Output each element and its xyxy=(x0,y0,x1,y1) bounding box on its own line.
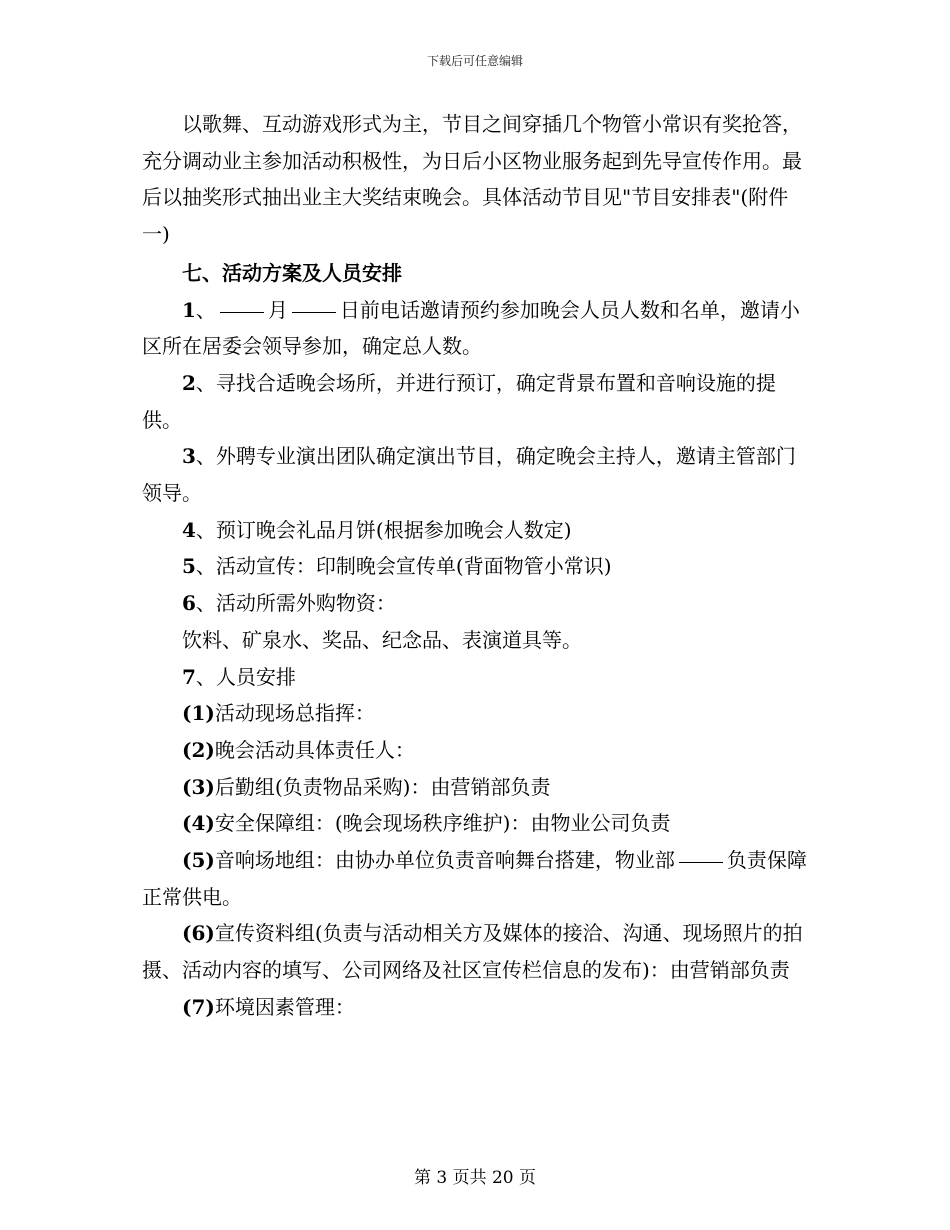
sub-item-7 xyxy=(142,989,812,1026)
sub-item-text: 活动现场总指挥： xyxy=(214,701,375,726)
item-6 xyxy=(142,585,812,622)
item-7 xyxy=(142,659,812,696)
item-text: 月 xyxy=(267,297,288,322)
item-number: 4 xyxy=(182,517,196,542)
sub-item-6 xyxy=(142,915,812,988)
sub-item-text: 环境因素管理： xyxy=(214,994,355,1019)
item-text: 、人员安排 xyxy=(195,664,296,689)
sub-item-text: 音响场地组：由协办单位负责音响舞台搭建，物业部 xyxy=(214,848,675,873)
sub-item-number: (5) xyxy=(182,848,215,873)
fill-blank xyxy=(220,311,264,313)
item-2 xyxy=(142,365,812,438)
item-text: 、活动所需外购物资： xyxy=(195,591,396,616)
item-4 xyxy=(142,512,812,549)
sub-item-number: (3) xyxy=(182,774,215,799)
item-text: 、 xyxy=(195,297,216,322)
item-1 xyxy=(142,292,812,365)
intro-paragraph: 以歌舞、互动游戏形式为主，节目之间穿插几个物管小常识有奖抢答，充分调动业主参加活动积极性，为日后小区物业服务起到先导宣传作用。最后以抽奖形式抽出业主大奖结束晚会。具体活动节目见"节目安排表"(附件一) xyxy=(142,112,802,247)
fill-blank xyxy=(679,861,723,863)
item-number: 6 xyxy=(182,591,196,616)
sub-item-text: 安全保障组：(晚会现场秩序维护)：由物业公司负责 xyxy=(214,811,671,836)
fill-blank xyxy=(292,311,336,313)
sub-item-5 xyxy=(142,842,812,915)
item-5 xyxy=(142,548,812,585)
page-header: 下载后可任意编辑 xyxy=(426,54,523,68)
item-number: 1 xyxy=(182,297,196,322)
sub-item-number: (2) xyxy=(182,737,215,762)
item-text: 、活动宣传：印制晚会宣传单(背面物管小常识) xyxy=(195,554,612,579)
item-text: 、预订晚会礼品月饼(根据参加晚会人数定) xyxy=(195,517,572,542)
sub-item-text: 宣传资料组(负责与活动相关方及媒体的接洽、沟通、现场照片的拍摄、活动内容的填写、公司网络及社区宣传栏信息的发布)：由营销部负责 xyxy=(142,921,803,983)
sub-item-text: 负责保障正常供电。 xyxy=(142,848,807,909)
sub-item-number: (1) xyxy=(182,701,215,726)
item-6-list: 饮料、矿泉水、奖品、纪念品、表演道具等。 xyxy=(182,627,582,652)
item-number: 5 xyxy=(182,554,196,579)
item-number: 7 xyxy=(182,664,196,689)
sub-item-text: 晚会活动具体责任人： xyxy=(214,737,415,762)
sub-item-number: (7) xyxy=(182,994,215,1019)
sub-item-number: (4) xyxy=(182,811,215,836)
section-heading: 七、活动方案及人员安排 xyxy=(182,260,402,285)
item-number: 2 xyxy=(182,370,196,395)
page-footer: 第 3 页共 20 页 xyxy=(413,1168,537,1188)
sub-item-4 xyxy=(142,805,812,842)
item-number: 3 xyxy=(182,444,196,469)
sub-item-3 xyxy=(142,769,812,806)
item-3 xyxy=(142,438,812,511)
sub-item-number: (6) xyxy=(182,921,215,946)
sub-item-2 xyxy=(142,732,812,769)
sub-item-1 xyxy=(142,695,812,732)
sub-item-text: 后勤组(负责物品采购)：由营销部负责 xyxy=(214,774,551,799)
item-text: 日前电话邀请预约参加晚会人员人数和名单，邀请小区所在居委会领导参加，确定总人数。 xyxy=(142,297,800,359)
document-body xyxy=(142,106,812,1026)
item-text: 、外聘专业演出团队确定演出节目，确定晚会主持人，邀请主管部门领导。 xyxy=(142,444,796,506)
item-text: 、寻找合适晚会场所，并进行预订，确定背景布置和音响设施的提供。 xyxy=(142,370,776,432)
